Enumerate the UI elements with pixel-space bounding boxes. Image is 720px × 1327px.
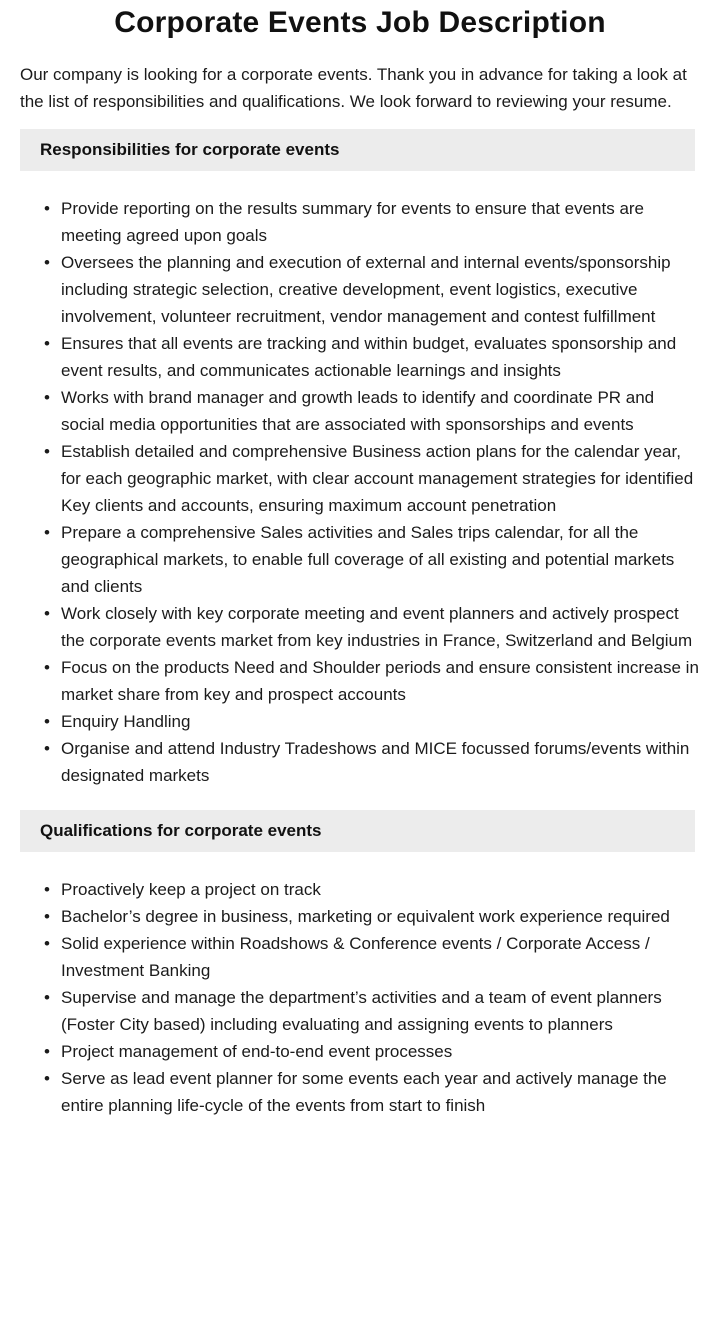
qualifications-list [20, 876, 700, 1119]
responsibilities-section-header [20, 129, 695, 171]
list-item: • Establish detailed and comprehensive Business action plans for the calendar year, for each geographic market, with clear account management strategies for identified Key clients and accounts, ensuring maximum account penetration [61, 438, 700, 519]
list-item: • Oversees the planning and execution of external and internal events/sponsorship including strategic selection, creative development, event logistics, executive involvement, volunteer recruitment, vendor management and contest fulfillment [61, 249, 700, 330]
list-item: • Bachelor’s degree in business, marketing or equivalent work experience required [61, 903, 700, 930]
qualifications-heading: Qualifications for corporate events [40, 821, 322, 840]
responsibilities-list [20, 195, 700, 789]
list-item: • Proactively keep a project on track [61, 876, 700, 903]
list-item: • Organise and attend Industry Tradeshows and MICE focussed forums/events within designated markets [61, 735, 700, 789]
list-item: • Provide reporting on the results summary for events to ensure that events are meeting agreed upon goals [61, 195, 700, 249]
list-item: • Serve as lead event planner for some events each year and actively manage the entire planning life-cycle of the events from start to finish [61, 1065, 700, 1119]
list-item: • Prepare a comprehensive Sales activities and Sales trips calendar, for all the geographical markets, to enable full coverage of all existing and potential markets and clients [61, 519, 700, 600]
list-item: • Works with brand manager and growth leads to identify and coordinate PR and social media opportunities that are associated with sponsorships and events [61, 384, 700, 438]
qualifications-section-header [20, 810, 695, 852]
responsibilities-heading: Responsibilities for corporate events [40, 140, 340, 159]
list-item: • Solid experience within Roadshows & Conference events / Corporate Access / Investment Banking [61, 930, 700, 984]
intro-paragraph: Our company is looking for a corporate events. Thank you in advance for taking a look at the list of responsibilities and qualifications. We look forward to reviewing your resume. [20, 65, 687, 111]
list-item: • Focus on the products Need and Shoulder periods and ensure consistent increase in market share from key and prospect accounts [61, 654, 700, 708]
list-item: • Ensures that all events are tracking and within budget, evaluates sponsorship and event results, and communicates actionable learnings and insights [61, 330, 700, 384]
page-title: Corporate Events Job Description [114, 6, 606, 39]
list-item: • Project management of end-to-end event processes [61, 1038, 700, 1065]
list-item: • Work closely with key corporate meeting and event planners and actively prospect the corporate events market from key industries in France, Switzerland and Belgium [61, 600, 700, 654]
list-item: • Supervise and manage the department’s activities and a team of event planners (Foster City based) including evaluating and assigning events to planners [61, 984, 700, 1038]
list-item: • Enquiry Handling [61, 708, 700, 735]
